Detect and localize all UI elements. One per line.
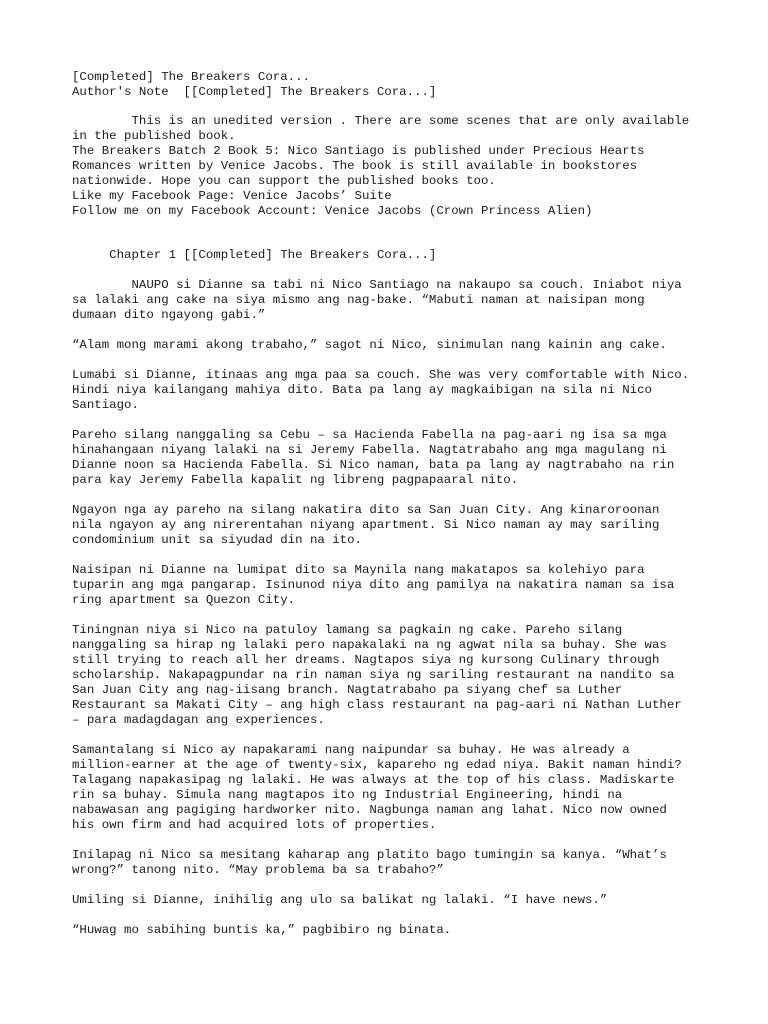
story-paragraph: [72, 428, 722, 488]
spacer: [72, 234, 722, 248]
paragraph-line: Dianne noon sa Hacienda Fabella. Si Nico naman, bata pa lang ay nagtrabaho na rin: [72, 458, 675, 472]
paragraph-line: his own firm and had acquired lots of properties.: [72, 818, 437, 832]
paragraph-line: “Alam mong marami akong trabaho,” sagot ni Nico, sinimulan nang kainin ang cake.: [72, 338, 667, 352]
story-paragraph: [72, 278, 722, 323]
spacer: [72, 100, 722, 114]
paragraph-line: condominium unit sa siyudad din na ito.: [72, 533, 362, 547]
document-page: [72, 70, 722, 953]
story-paragraph: [72, 368, 722, 413]
paragraph-line: Ngayon nga ay pareho na silang nakatira dito sa San Juan City. Ang kinaroroonan: [72, 503, 660, 517]
story-paragraph: [72, 338, 722, 353]
document-title: [Completed] The Breakers Cora...: [72, 70, 310, 84]
story-paragraph: [72, 848, 722, 878]
paragraph-line: nanggaling sa hirap ng lalaki pero napakalaki na ng agwat nila sa buhay. She was: [72, 638, 667, 652]
paragraph-line: Restaurant sa Makati City – ang high class restaurant na pag-aari ni Nathan Luther: [72, 698, 682, 712]
story-paragraph: [72, 563, 722, 608]
note-line: Romances written by Venice Jacobs. The book is still available in bookstores: [72, 159, 638, 173]
paragraph-line: Pareho silang nanggaling sa Cebu – sa Hacienda Fabella na pag-aari ng isa sa mga: [72, 428, 667, 442]
paragraph-line: Inilapag ni Nico sa mesitang kaharap ang platito bago tumingin sa kanya. “What’s: [72, 848, 667, 862]
paragraph-line: Santiago.: [72, 398, 139, 412]
note-line: Follow me on my Facebook Account: Venice Jacobs (Crown Princess Alien): [72, 204, 593, 218]
story-paragraph: [72, 893, 722, 908]
paragraph-line: still trying to reach all her dreams. Nagtapos siya ng kursong Culinary through: [72, 653, 660, 667]
note-line: nationwide. Hope you can support the published books too.: [72, 174, 496, 188]
story-paragraph: [72, 503, 722, 548]
paragraph-line: NAUPO si Dianne sa tabi ni Nico Santiago na nakaupo sa couch. Iniabot niya: [72, 278, 682, 292]
paragraph-line: wrong?” tanong nito. “May problema ba sa trabaho?”: [72, 863, 444, 877]
paragraph-line: – para madagdagan ang experiences.: [72, 713, 325, 727]
paragraph-line: Umiling si Dianne, inihilig ang ulo sa balikat ng lalaki. “I have news.”: [72, 893, 608, 907]
note-line: Like my Facebook Page: Venice Jacobs’ Suite: [72, 189, 392, 203]
paragraph-line: scholarship. Nakapagpundar na rin naman siya ng sariling restaurant na nandito sa: [72, 668, 675, 682]
paragraph-line: ring apartment sa Quezon City.: [72, 593, 296, 607]
paragraph-line: Naisipan ni Dianne na lumipat dito sa Maynila nang makatapos sa kolehiyo para: [72, 563, 645, 577]
paragraph-line: “Huwag mo sabihing buntis ka,” pagbibiro ng binata.: [72, 923, 452, 937]
note-line: The Breakers Batch 2 Book 5: Nico Santiago is published under Precious Hearts: [72, 144, 645, 158]
story-paragraph: [72, 623, 722, 728]
paragraph-line: para kay Jeremy Fabella kapalit ng libreng pagpapaaral nito.: [72, 473, 519, 487]
chapter-heading: Chapter 1 [[Completed] The Breakers Cora...]: [72, 248, 437, 262]
paragraph-line: nila ngayon ay ang nirerentahan niyang apartment. Si Nico naman ay may sariling: [72, 518, 660, 532]
paragraph-line: Hindi niya kailangang mahiya dito. Bata pa lang ay magkaibigan na sila ni Nico: [72, 383, 652, 397]
paragraph-line: tuparin ang mga pangarap. Isinunod niya dito ang pamilya na nakatira naman sa isa: [72, 578, 675, 592]
paragraph-line: Talagang napakasipag ng lalaki. He was always at the top of his class. Madiskarte: [72, 773, 675, 787]
chapter-heading-block: [72, 248, 722, 263]
story-paragraph: [72, 923, 722, 938]
paragraph-line: million-earner at the age of twenty-six, kapareho ng edad niya. Bakit naman hindi?: [72, 758, 682, 772]
note-line: This is an unedited version . There are some scenes that are only available: [72, 114, 690, 128]
paragraph-line: nabawasan ang pagiging hardworker nito. Nagbunga naman ang lahat. Nico now owned: [72, 803, 667, 817]
paragraph-line: dumaan dito ngayong gabi.”: [72, 308, 266, 322]
paragraph-line: Samantalang si Nico ay napakarami nang naipundar sa buhay. He was already a: [72, 743, 630, 757]
paragraph-line: sa lalaki ang cake na siya mismo ang nag-bake. “Mabuti naman at naisipan mong: [72, 293, 645, 307]
story-paragraph: [72, 743, 722, 833]
note-line: in the published book.: [72, 129, 236, 143]
authors-note-heading: Author's Note [[Completed] The Breakers Cora...]: [72, 85, 437, 99]
paragraph-line: Tiningnan niya si Nico na patuloy lamang sa pagkain ng cake. Pareho silang: [72, 623, 623, 637]
paragraph-line: Lumabi si Dianne, itinaas ang mga paa sa couch. She was very comfortable with Nico.: [72, 368, 690, 382]
paragraph-line: hinahangaan niyang lalaki na si Jeremy Fabella. Nagtatrabaho ang mga magulang ni: [72, 443, 667, 457]
paragraph-line: rin sa buhay. Simula nang magtapos ito ng Industrial Engineering, hindi na: [72, 788, 623, 802]
authors-note-body: [72, 114, 722, 219]
paragraph-line: San Juan City ang nag-iisang branch. Nagtatrabaho pa siyang chef sa Luther: [72, 683, 623, 697]
